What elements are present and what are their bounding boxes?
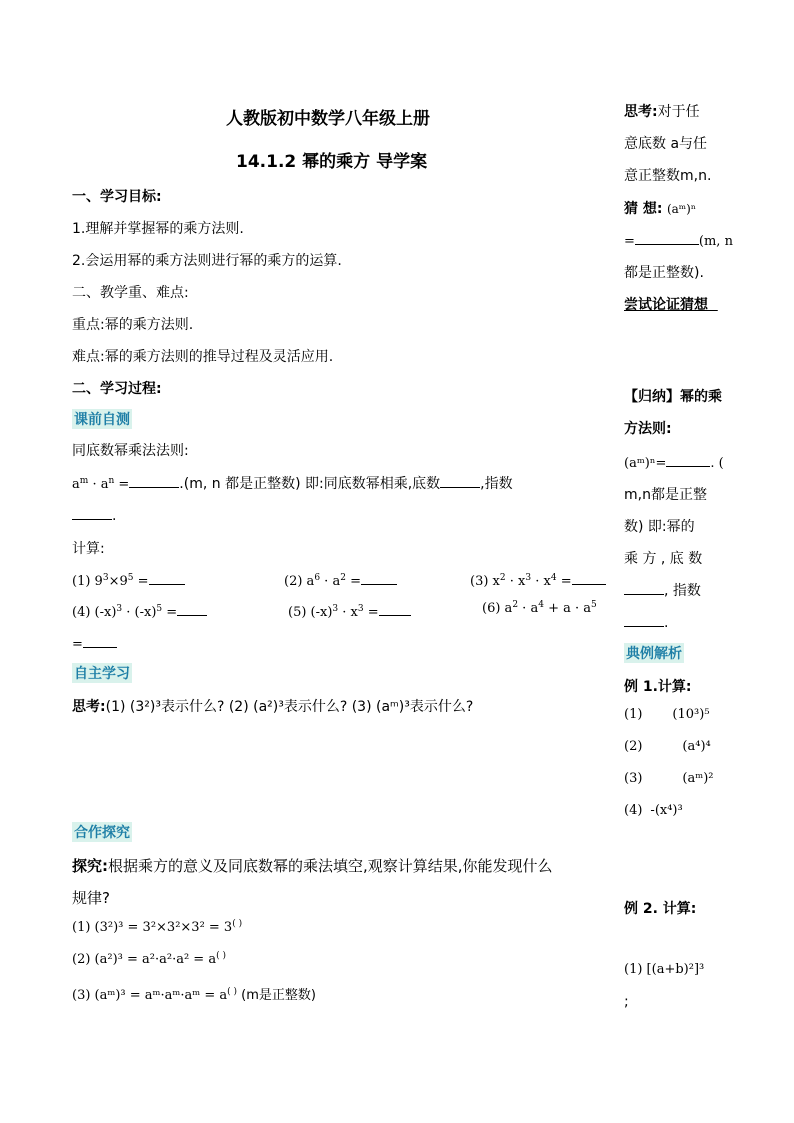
goal-1: 1.理解并掌握幂的乘方法则. — [72, 221, 244, 237]
side-example-heading: 典例解析 — [624, 643, 684, 663]
side-rule-5: , 指数 — [624, 580, 701, 600]
calc-item-3: (3) $x^2 \cdot x^3 \cdot x^4$ = — [470, 570, 606, 589]
rule-formula-line: $a^m \cdot a^n = .(m$, n 都是正整数) 即:同底数幂相乘,底数 ,指数 — [72, 473, 513, 493]
side-think-3: 意正整数m,n. — [624, 168, 712, 184]
document-subtitle: 14.1.2 幂的乘方 导学案 — [236, 152, 428, 172]
side-summary-2: 方法则: — [624, 421, 672, 437]
rule-blank-continue: . — [72, 505, 116, 524]
calc-item-2: (2) $a^6 \cdot a^2$ = — [284, 570, 397, 589]
side-guess-cond: 都是正整数). — [624, 265, 704, 281]
rule-title: 同底数幂乘法法则: — [72, 443, 189, 459]
think-question: 思考:(1) (3²)³表示什么? (2) (a²)³表示什么? (3) (aᵐ)³表示什么? — [72, 699, 474, 715]
calc-item-6-answer: = — [72, 633, 117, 652]
explore-prompt-line2: 规律? — [72, 889, 110, 907]
explore-item-1: (1) (3²)³ = 3²×3²×3² = 3( ) — [72, 919, 243, 935]
calc-label: 计算: — [72, 541, 105, 557]
self-study-label: 自主学习 — [72, 663, 132, 683]
side-guess-blank: = (m, n — [624, 230, 733, 249]
calc-item-1: (1) $9^3\times 9^5$ = — [72, 570, 185, 589]
side-ex1-item-2: (2) (a⁴)⁴ — [624, 739, 711, 754]
side-rule-3: 数) 即:幂的 — [624, 519, 695, 535]
side-rule-2: m,n都是正整 — [624, 487, 707, 503]
side-guess: 猜 想: (aᵐ)ⁿ — [624, 201, 697, 217]
side-ex2-item-1-end: ; — [624, 994, 629, 1010]
goal-2: 2.会运用幂的乘方法则进行幂的乘方的运算. — [72, 253, 342, 269]
side-ex1-item-3: (3) (aᵐ)² — [624, 771, 714, 786]
side-think-2: 意底数 a与任 — [624, 136, 708, 152]
side-rule-4: 乘 方 , 底 数 — [624, 551, 703, 567]
calc-item-5: (5) $(-x)^3 \cdot x^3$ = — [288, 601, 411, 620]
side-example-2: 例 2. 计算: — [624, 901, 697, 917]
explore-item-3: (3) (aᵐ)³ = aᵐ·aᵐ·aᵐ = a( ) (m是正整数) — [72, 987, 316, 1003]
side-rule-formula: (aᵐ)ⁿ= . ( — [624, 452, 724, 471]
cooperative-label: 合作探究 — [72, 822, 132, 842]
side-example-1: 例 1.计算: — [624, 679, 692, 695]
key-point: 重点:幂的乘方法则. — [72, 317, 194, 333]
section-goals-heading: 一、学习目标: — [72, 189, 162, 205]
side-ex1-item-4: (4) -(x⁴)³ — [624, 803, 683, 818]
side-ex2-item-1: (1) [(a+b)²]³ — [624, 962, 705, 977]
explore-prompt: 探究:根据乘方的意义及同底数幂的乘法填空,观察计算结果,你能发现什么 — [72, 857, 553, 875]
document-title: 人教版初中数学八年级上册 — [226, 109, 430, 129]
section-key-heading: 二、教学重、难点: — [72, 285, 189, 301]
calc-item-6: (6) $a^2 \cdot a^4 + a \cdot a^5$ — [482, 600, 597, 616]
calc-item-4: (4) $(-x)^3 \cdot (-x)^5$ = — [72, 601, 207, 620]
side-think: 思考:对于任 — [624, 104, 700, 120]
explore-item-2: (2) (a²)³ = a²·a²·a² = a( ) — [72, 951, 226, 967]
side-summary: 【归纳】幂的乘 — [624, 389, 722, 405]
side-try-prove: 尝试论证猜想 — [624, 297, 708, 313]
difficult-point: 难点:幂的乘方法则的推导过程及灵活应用. — [72, 349, 334, 365]
side-ex1-item-1: (1) (10³)⁵ — [624, 707, 710, 722]
side-rule-6: . — [624, 612, 668, 631]
preclass-label: 课前自测 — [72, 409, 132, 429]
section-process-heading: 二、学习过程: — [72, 381, 162, 397]
